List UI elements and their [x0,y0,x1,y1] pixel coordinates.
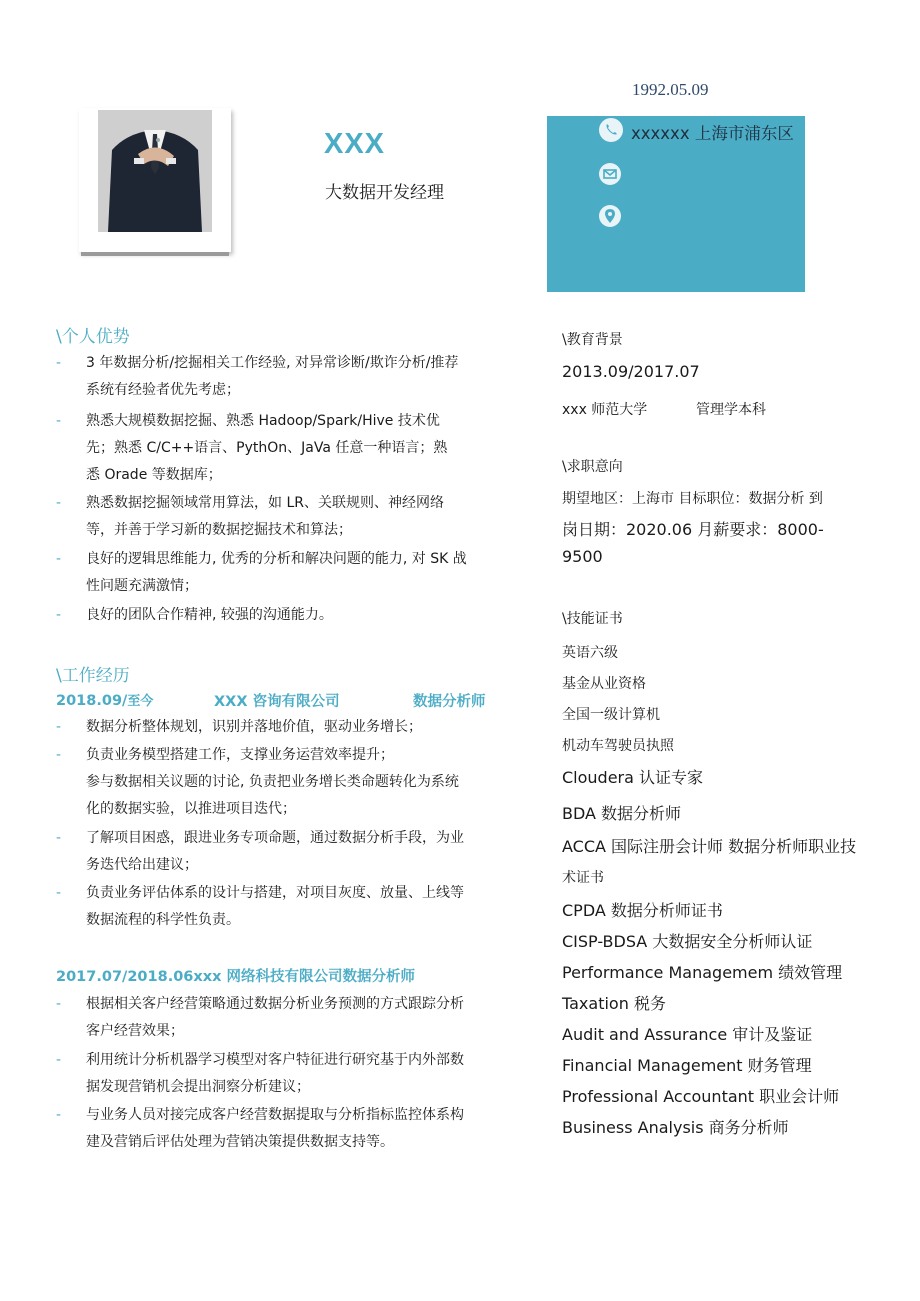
list-item-line: 根据相关客户经营策略通过数据分析业务预测的方式跟踪分析 [86,996,464,1012]
skill-item: 全国一级计算机 [562,707,660,723]
list-item-text [86,825,506,879]
bullet-dash: - [56,747,62,763]
list-item-text [86,546,506,600]
job1-heading [56,690,486,710]
list-item-line: 负责业务模型搭建工作，支撑业务运营效率提升； [86,747,394,763]
list-item-line: 数据流程的科学性负责。 [86,912,240,928]
skill-item: Financial Management 财务管理 [562,1056,812,1075]
bullet-dash: - [56,830,62,846]
bullet-dash: - [56,551,62,567]
list-item-text [86,602,506,629]
job2-heading: 2017.07/2018.06xxx 网络科技有限公司数据分析师 [56,969,415,985]
list-item-text [86,714,506,741]
list-item-text [86,742,506,769]
education-major: 管理学本科 [696,402,766,418]
list-item-line: 良好的逻辑思维能力, 优秀的分析和解决问题的能力, 对 SK 战 [86,551,467,567]
list-item-line: 悉 Orade 等数据库； [86,467,222,483]
list-item-line: 性问题充满激情； [86,578,198,594]
location-icon [599,205,621,227]
list-item-line: 了解项目困惑，跟进业务专项命题，通过数据分析手段，为业 [86,830,464,846]
bullet-dash: - [56,1052,62,1068]
list-item-line: 化的数据实验，以推进项目迭代； [86,801,296,817]
list-item-line: 参与数据相关议题的讨论, 负责把业务增长类命题转化为系统 [86,774,459,790]
list-item-line: 建及营销后评估处理为营销决策提供数据支持等。 [86,1134,394,1150]
section-skills-title: \技能证书 [562,611,623,627]
bullet-dash: - [56,885,62,901]
list-item-line: 系统有经验者优先考虑； [86,382,240,398]
skill-item: CPDA 数据分析师证书 [562,901,723,920]
skill-item: Taxation 税务 [562,994,666,1013]
list-item-text [86,408,506,489]
bullet-dash: - [56,495,62,511]
address: xxxxxx 上海市浦东区 [631,124,794,143]
contact-box [547,116,805,292]
skill-item: ACCA 国际注册会计师 数据分析师职业技 [562,837,857,856]
job-title: 大数据开发经理 [325,183,444,203]
list-item-line: 数据分析整体规划，识别并落地价值，驱动业务增长； [86,719,422,735]
candidate-name: XXX [324,128,386,160]
intention-line: 期望地区：上海市 目标职位：数据分析 到 [562,491,823,507]
bullet-dash: - [56,413,62,429]
list-item-text [86,350,506,404]
profile-photo-frame [79,108,231,252]
bullet-dash: - [56,355,62,371]
list-item-line: 负责业务评估体系的设计与搭建，对项目灰度、放量、上线等 [86,885,464,901]
skill-item: 基金从业资格 [562,676,646,692]
list-item-text [86,1102,506,1156]
intention-line: 岗日期：2020.06 月薪要求：8000- [562,520,824,539]
section-education-title: \教育背景 [562,332,623,348]
bullet-dash: - [56,996,62,1012]
skill-item: Business Analysis 商务分析师 [562,1118,789,1137]
list-item-line: 熟悉大规模数据挖掘、熟悉 Hadoop/Spark/Hive 技术优 [86,413,440,429]
bullet-dash: - [56,1107,62,1123]
list-item-line: 据发现营销机会提出洞察分析建议； [86,1079,310,1095]
list-item-line: 与业务人员对接完成客户经营数据提取与分析指标监控体系构 [86,1107,464,1123]
job1-period: 2018.09/ [56,693,128,709]
list-item-text [86,991,506,1045]
list-item-line: 客户经营效果； [86,1023,184,1039]
list-item-text [86,769,506,823]
bullet-dash: - [56,719,62,735]
profile-photo [98,110,212,232]
email-icon [599,163,621,185]
list-item-line: 熟悉数据挖掘领域常用算法，如 LR、关联规则、神经网络 [86,495,444,511]
job1-company: XXX 咨询有限公司 [214,694,340,710]
list-item-line: 务迭代给出建议； [86,857,198,873]
list-item-line: 良好的团队合作精神, 较强的沟通能力。 [86,607,333,623]
skill-item: CISP-BDSA 大数据安全分析师认证 [562,932,813,951]
education-period: 2013.09/2017.07 [562,362,700,381]
skill-item: Audit and Assurance 审计及鉴证 [562,1025,813,1044]
skill-item: 机动车驾驶员执照 [562,738,674,754]
education-school: xxx 师范大学 [562,402,648,418]
list-item-line: 先；熟悉 C/C++语言、PythOn、JaVa 任意一种语言；熟 [86,440,448,456]
skill-item: Performance Managemem 绩效管理 [562,963,843,982]
skill-item: 英语六级 [562,645,618,661]
skill-item: Cloudera 认证专家 [562,768,704,787]
list-item-text [86,880,506,934]
phone-icon [599,118,623,142]
job1-role: 数据分析师 [413,694,486,710]
list-item-line: 等，并善于学习新的数据挖掘技术和算法； [86,522,352,538]
section-work-title: \工作经历 [56,666,130,686]
skill-item: 术证书 [562,870,604,886]
list-item-text [86,1047,506,1101]
section-intention-title: \求职意向 [562,459,623,475]
list-item-text [86,490,506,544]
birth-date: 1992.05.09 [632,80,709,99]
section-advantages-title: \个人优势 [56,327,130,347]
skill-item: Professional Accountant 职业会计师 [562,1087,840,1106]
bullet-dash: - [56,607,62,623]
intention-line: 9500 [562,547,603,566]
job1-period-end: 至今 [127,694,154,709]
skill-item: BDA 数据分析师 [562,804,682,823]
list-item-line: 利用统计分析机器学习模型对客户特征进行研究基于内外部数 [86,1052,464,1068]
list-item-line: 3 年数据分析/挖掘相关工作经验, 对异常诊断/欺诈分析/推荐 [86,355,459,371]
